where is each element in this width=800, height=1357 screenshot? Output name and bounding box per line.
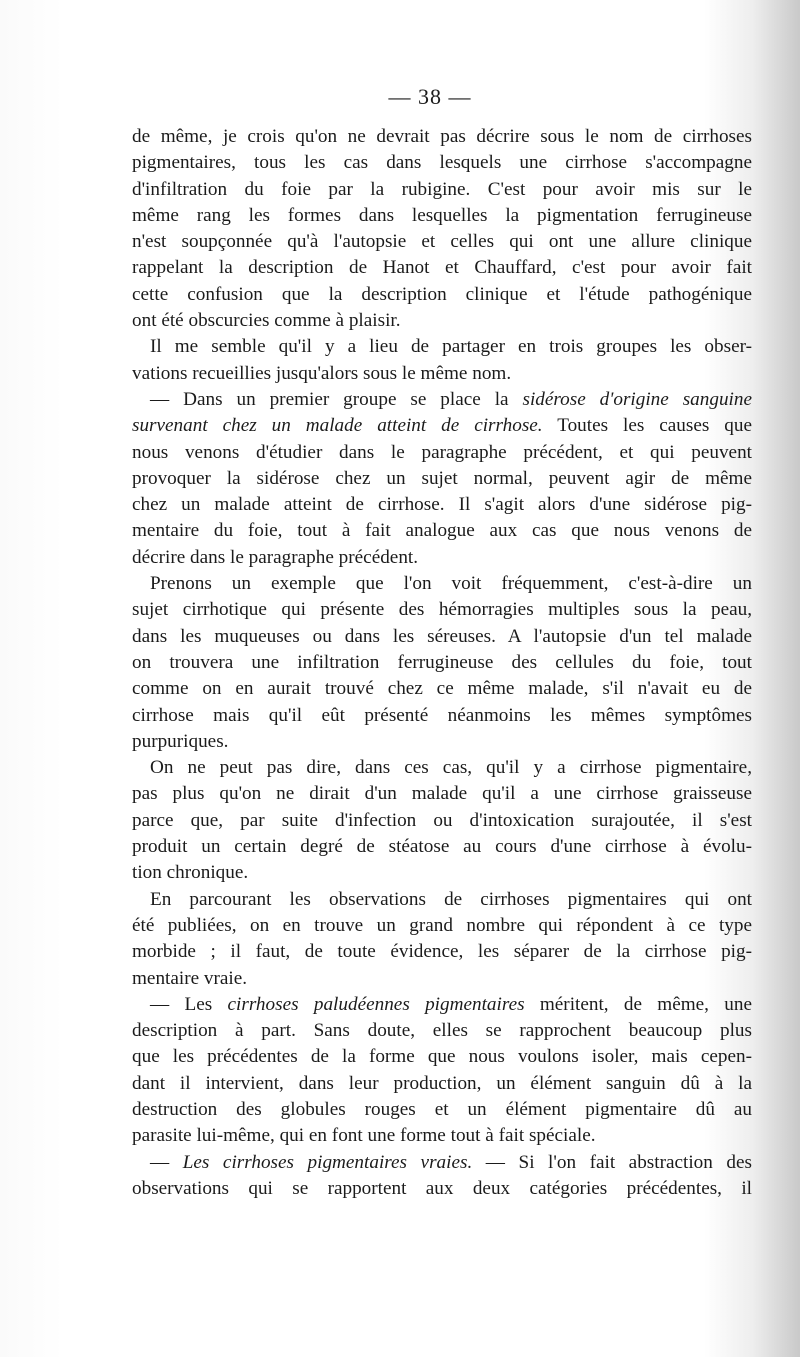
text-run: produit un certain degré de stéatose au cours d'une cirrhose à évolu-	[132, 836, 752, 858]
text-run: mentaire vraie.	[132, 967, 248, 989]
text-run: Toutes les causes que	[542, 415, 752, 437]
text-line	[132, 676, 752, 702]
text-run: ont été obscurcies comme à plaisir.	[132, 310, 401, 332]
text-run: nous venons d'étudier dans le paragraphe précédent, et qui peuvent	[132, 441, 752, 463]
text-line	[132, 860, 752, 886]
italic-run: Les cirrhoses pigmentaires vraies.	[182, 1151, 473, 1173]
text-run: on trouvera une infiltration ferrugineuse des cellules du foie, tout	[132, 651, 752, 673]
italic-run: sidérose d'origine sanguine	[522, 388, 752, 410]
text-line	[132, 124, 752, 150]
text-line	[132, 229, 752, 255]
text-line	[132, 413, 752, 439]
text-line	[132, 518, 752, 544]
text-line	[132, 1018, 752, 1044]
text-line	[132, 203, 752, 229]
text-line	[132, 913, 752, 939]
text-line	[132, 177, 752, 203]
text-run: — Dans un premier groupe se place la	[150, 388, 523, 410]
text-run: purpuriques.	[132, 730, 229, 752]
text-run: cette confusion que la description clinique et l'étude pathogénique	[132, 283, 752, 305]
text-line	[132, 939, 752, 965]
text-run: On ne peut pas dire, dans ces cas, qu'il y a cirrhose pigmentaire,	[150, 757, 752, 779]
text-line	[132, 282, 752, 308]
text-run: pigmentaires, tous les cas dans lesquels une cirrhose s'accompagne	[132, 152, 752, 174]
text-run: vations recueillies jusqu'alors sous le même nom.	[132, 362, 512, 384]
text-line	[132, 255, 752, 281]
text-line	[132, 808, 752, 834]
text-run: En parcourant les observations de cirrhoses pigmentaires qui ont	[150, 888, 752, 910]
text-run: même rang les formes dans lesquelles la pigmentation ferrugineuse	[132, 204, 752, 226]
text-run: Il me semble qu'il y a lieu de partager en trois groupes les obser-	[150, 336, 752, 358]
text-run: de même, je crois qu'on ne devrait pas décrire sous le nom de cirrhoses	[132, 126, 752, 147]
text-line	[132, 1071, 752, 1097]
text-line	[132, 1044, 752, 1070]
text-run: observations qui se rapportent aux deux catégories précédentes, il	[132, 1177, 752, 1199]
text-run: pas plus qu'on ne dirait d'un malade qu'il a une cirrhose graisseuse	[132, 783, 752, 805]
text-run: sujet cirrhotique qui présente des hémorragies multiples sous la peau,	[132, 599, 752, 621]
text-line	[132, 966, 752, 992]
text-line	[132, 150, 752, 176]
text-run: —	[150, 1151, 183, 1173]
text-line	[132, 624, 752, 650]
text-line	[132, 1176, 752, 1202]
text-run: dans les muqueuses ou dans les séreuses. A l'autopsie d'un tel malade	[132, 625, 752, 647]
italic-run: cirrhoses paludéennes pigmentaires	[227, 993, 525, 1015]
text-run: destruction des globules rouges et un élément pigmentaire dû au	[132, 1098, 752, 1120]
text-run: décrire dans le paragraphe précédent.	[132, 546, 419, 568]
text-run: — Les	[150, 993, 228, 1015]
text-run: comme on en aurait trouvé chez ce même malade, s'il n'avait eu de	[132, 678, 752, 700]
text-line	[132, 1097, 752, 1123]
text-line	[132, 492, 752, 518]
text-line	[132, 703, 752, 729]
text-line	[132, 440, 752, 466]
text-run: n'est soupçonnée qu'à l'autopsie et celles qui ont une allure clinique	[132, 231, 752, 253]
text-line	[132, 729, 752, 755]
text-run: méritent, de même, une	[524, 993, 752, 1015]
text-line	[132, 571, 752, 597]
text-run: description à part. Sans doute, elles se rapprochent beaucoup plus	[132, 1020, 752, 1042]
text-run: dant il intervient, dans leur production, un élément sanguin dû à la	[132, 1072, 752, 1094]
text-line	[132, 887, 752, 913]
italic-run: survenant chez un malade atteint de cirrhose.	[132, 415, 543, 437]
text-run: tion chronique.	[132, 862, 249, 884]
text-run: rappelant la description de Hanot et Chauffard, c'est pour avoir fait	[132, 257, 752, 279]
text-line	[132, 834, 752, 860]
text-line	[132, 1150, 752, 1176]
text-line	[132, 781, 752, 807]
text-line	[132, 334, 752, 360]
text-run: parce que, par suite d'infection ou d'intoxication surajoutée, il s'est	[132, 809, 752, 831]
text-run: été publiées, on en trouve un grand nombre qui répondent à ce type	[132, 914, 752, 936]
text-run: cirrhose mais qu'il eût présenté néanmoins les mêmes symptômes	[132, 704, 752, 726]
text-run: que les précédentes de la forme que nous voulons isoler, mais cepen-	[132, 1046, 752, 1068]
text-line	[132, 755, 752, 781]
text-run: Prenons un exemple que l'on voit fréquemment, c'est-à-dire un	[150, 573, 752, 595]
text-run: parasite lui-même, qui en font une forme tout à fait spéciale.	[132, 1125, 596, 1147]
text-run: morbide ; il faut, de toute évidence, les séparer de la cirrhose pig-	[132, 941, 752, 963]
text-line	[132, 466, 752, 492]
text-run: — Si l'on fait abstraction des	[472, 1151, 752, 1173]
text-line	[132, 361, 752, 387]
text-run: provoquer la sidérose chez un sujet normal, peuvent agir de même	[132, 467, 752, 489]
text-run: d'infiltration du foie par la rubigine. C'est pour avoir mis sur le	[132, 178, 752, 200]
text-line	[132, 650, 752, 676]
text-line	[132, 545, 752, 571]
text-line	[132, 308, 752, 334]
text-line	[132, 387, 752, 413]
body-text	[132, 124, 752, 1202]
page-number: — 38 —	[388, 84, 472, 109]
text-run: mentaire du foie, tout à fait analogue aux cas que nous venons de	[132, 520, 752, 542]
text-line	[132, 992, 752, 1018]
text-line	[132, 597, 752, 623]
text-run: chez un malade atteint de cirrhose. Il s'agit alors d'une sidérose pig-	[132, 494, 752, 516]
text-line	[132, 1123, 752, 1149]
